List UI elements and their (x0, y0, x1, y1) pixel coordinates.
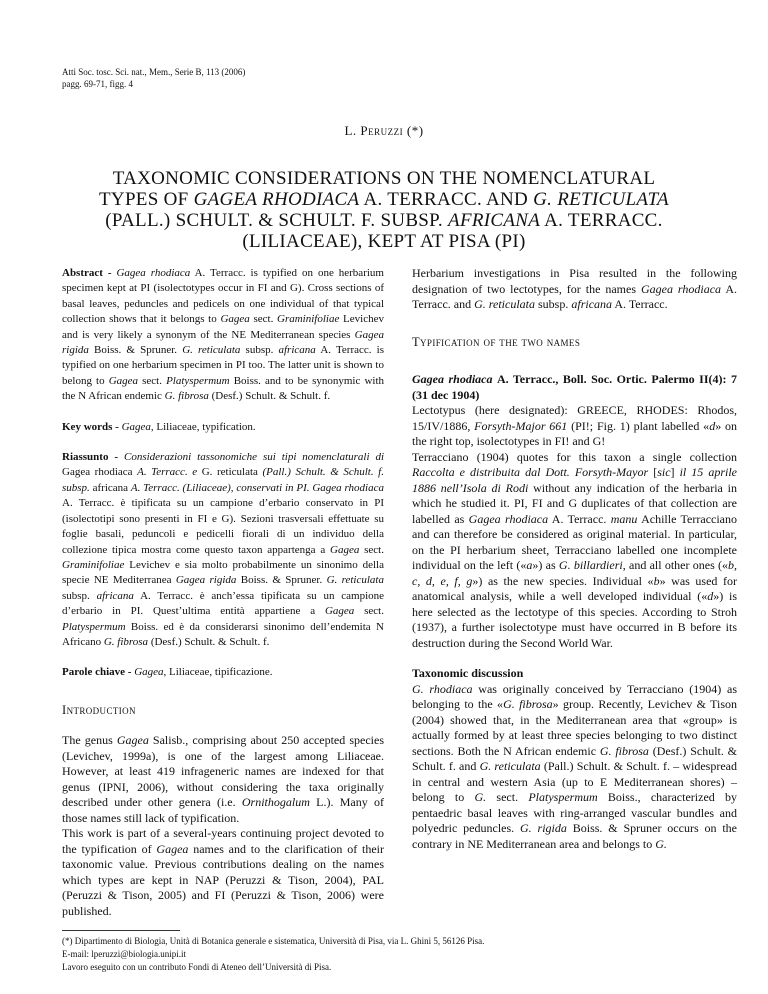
right-column (412, 266, 737, 852)
intro-continuation: Herbarium investigations in Pisa resulted in the following designation of two lectotypes, for the names Gagea rhodiaca A. Terracc. and G. reticulata subsp. africana A. Terracc. (412, 266, 737, 311)
typification-heading: Typification of the two names (412, 334, 581, 349)
journal-line-2: pagg. 69-71, figg. 4 (62, 79, 133, 89)
footnote-email: E-mail: lperuzzi@biologia.unipi.it (62, 949, 187, 959)
left-column (62, 266, 384, 919)
footnote-divider (62, 930, 180, 931)
introduction-paragraph-2: This work is part of a several-years continuing project devoted to the typification of Gagea names and to the clarification of their taxonomic value. Previous contributions dealing on the names which types are kept in NAP (Peruzzi & Tison, 2004), PAL (Peruzzi & Tison, 2005) and FI (Peruzzi & Tison, 2006) were published. (62, 826, 384, 918)
taxonomic-discussion-text: G. rhodiaca was originally conceived by Terracciano (1904) as belonging to the «G. fibrosa» group. Recently, Levichev & Tison (2004) showed that, in the Mediterranean area that «group» is actually formed by at least three species belonging to two distinct sections. Both the N African endemic G. fibrosa (Desf.) Schult. & Schult. f. and G. reticulata (Pall.) Schult. & Schult. f. – widespread in central and western Asia (up to E Mediterranean shores) – belong to G. sect. Platyspermum Boiss., characterized by pentaedric basal leaves with ring-arranged vascular bundles and polyedric peduncles. G. rigida Boiss. & Spruner occurs on the contrary in NE Mediterranean area and belongs to G. (412, 681, 738, 851)
journal-citation (62, 66, 245, 90)
keywords: Key words - Gagea, Liliaceae, typification. (62, 420, 256, 433)
journal-line-1: Atti Soc. tosc. Sci. nat., Mem., Serie B, 113 (2006) (62, 67, 246, 77)
abstract: Abstract - Gagea rhodiaca A. Terracc. is typified on one herbarium specimen kept at PI (isolectotypes occur in FI and G). Cross sections of basal leaves, peduncles and pedicels on one individual of that typical collection shows that it belongs to Gagea sect. Graminifoliae Levichev and is very likely a synonym of the NE Mediterranean species Gagea rigida Boiss. & Spruner. G. reticulata subsp. africana A. Terracc. is typified on one herbarium specimen in PI too. The latter unit is shown to belong to Gagea sect. Platyspermum Boiss. and to be synonymic with the N African endemic G. fibrosa (Desf.) Schult. & Schult. f. (62, 267, 385, 403)
paper-title (40, 168, 728, 252)
riassunto: Riassunto - Considerazioni tassonomiche sui tipi nomenclaturali di Gagea rhodiaca A. Terracc. e G. reticulata (Pall.) Schult. & Schult. f. subsp. africana A. Terracc. (Liliaceae), conservati in PI. Gagea rhodiaca A. Terracc. è tipificata su un campione d’erbario conservato in PI (isolectotipi sono presenti in FI e G). Sezioni trasversali effettuate su foglie basali, peduncoli e pedicelli fiorali di un individuo della collezione tipica mostra come questo taxon appartenga a Gagea sect. Graminifoliae Levichev e sia molto probabilmente un sinonimo della specie NE Mediterranea Gagea rigida Boiss. & Spruner. G. reticulata subsp. africana A. Terracc. è anch’essa tipificata su un campione d’erbario in PI. Quest’ultima entità appartiene a Gagea sect. Platyspermum Boiss. ed è da considerarsi sinonimo dell’endemita N Africano G. fibrosa (Desf.) Schult. & Schult. f. (62, 451, 385, 648)
author-line (0, 123, 768, 139)
parole-chiave: Parole chiave - Gagea, Liliaceae, tipificazione. (62, 666, 273, 679)
title-line-4: (LILIACEAE), KEPT AT PISA (PI) (242, 231, 526, 252)
introduction-heading: Introduction (62, 702, 136, 717)
typification-title: Gagea rhodiaca A. Terracc., Boll. Soc. Ortic. Palermo II(4): 7 (31 dec 1904) (412, 372, 737, 402)
introduction-paragraph-1: The genus Gagea Salisb., comprising about 250 accepted species (Levichev, 1999a), is one of the largest among Liliaceae. However, at least 419 infrageneric names are indexed for that genus (IPNI, 2006), without considering the taxa originally described under other genera (i.e. Ornithogalum L.). Many of those names still lack of typification. (62, 733, 385, 825)
footnote (62, 935, 742, 974)
author-name: L. Peruzzi (*) (344, 123, 424, 138)
footnote-funding: Lavoro eseguito con un contributo Fondi di Ateneo dell’Università di Pisa. (62, 962, 332, 972)
footnote-affiliation: (*) Dipartimento di Biologia, Unità di Botanica generale e sistematica, Università di Pisa, via L. Ghini 5, 56126 Pisa. (62, 936, 485, 946)
title-line-1: TAXONOMIC CONSIDERATIONS ON THE NOMENCLATURAL (112, 168, 656, 189)
typification-lectotype: Lectotypus (here designated): GREECE, RHODES: Rhodos, 15/IV/1886, Forsyth-Major 661 (PI!; Fig. 1) plant labelled «d» on the right top, isolectotypes in FI! and G! (412, 403, 738, 448)
typification-discussion: Terracciano (1904) quotes for this taxon a single collection Raccolta e distribuita dal Dott. Forsyth-Mayor [sic] il 15 aprile 1886 nell’Isola di Rodi without any indication of the herbaria in which he studied it. PI, FI and G duplicates of that collection are labelled as Gagea rhodiaca A. Terracc. manu Achille Terracciano and can therefore be considered as original material. In particular, on the PI herbarium sheet, Terracciano labelled one incomplete individual on the left («a») as G. billardieri, and all other ones («b, c, d, e, f, g») as the new species. Individual «b» was used for anatomical analysis, while a well developed individual («d») is here selected as the lectotype of this species. According to Stroh (1937), a further isolectotype must have occurred in B before its destruction during the Second World War. (412, 449, 738, 650)
taxonomic-discussion-heading: Taxonomic discussion (412, 666, 524, 680)
title-line-3: (PALL.) SCHULT. & SCHULT. F. SUBSP. AFRICANA A. TERRACC. (105, 210, 663, 231)
title-line-2: TYPES OF GAGEA RHODIACA A. TERRACC. AND G. RETICULATA (99, 189, 669, 210)
